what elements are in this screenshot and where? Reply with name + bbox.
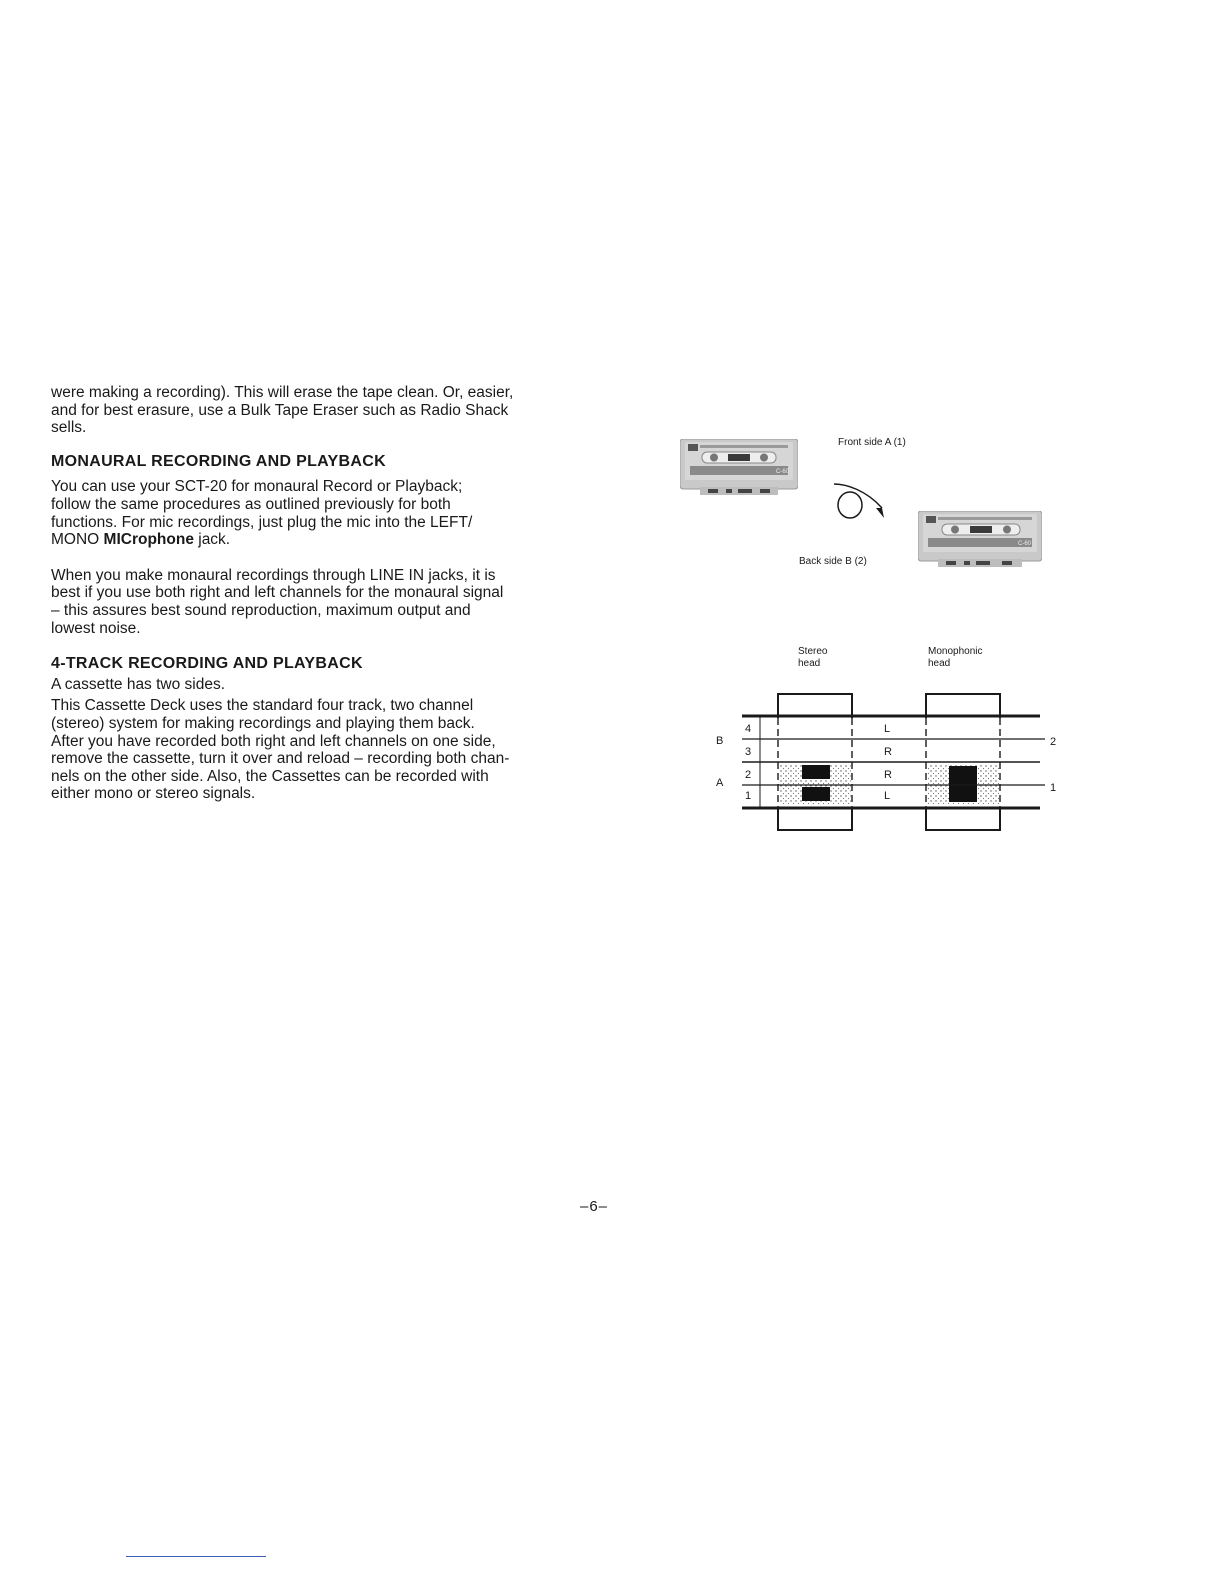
text-fragment: jack. bbox=[193, 531, 231, 549]
side-number-label: 2 bbox=[1050, 736, 1057, 748]
monaural-paragraph-2 bbox=[51, 567, 557, 637]
cassette-back-photo bbox=[918, 511, 1036, 569]
label-line: head bbox=[798, 658, 821, 669]
stereo-head-label bbox=[798, 646, 827, 670]
text-column bbox=[51, 384, 557, 803]
label-line: Stereo bbox=[798, 646, 828, 657]
cassette-label-text: C-60 bbox=[1018, 541, 1032, 547]
text-line: – this assures best sound reproduction, maximum output and bbox=[51, 601, 471, 619]
text-line: follow the same procedures as outlined previously for both bbox=[51, 495, 451, 513]
track-diagram bbox=[700, 680, 1060, 840]
section-heading-4track: 4-TRACK RECORDING AND PLAYBACK bbox=[51, 655, 363, 673]
text-line: This Cassette Deck uses the standard four track, two channel bbox=[51, 697, 474, 715]
fourtrack-paragraph-2 bbox=[51, 697, 557, 803]
intro-line: were making a recording). This will erase the tape clean. Or, easier, bbox=[51, 384, 514, 401]
text-fragment: MONO bbox=[51, 531, 104, 549]
text-line bbox=[51, 531, 557, 549]
cassette-front-photo bbox=[680, 439, 798, 497]
text-line: (stereo) system for making recordings and playing them back. bbox=[51, 714, 475, 732]
track-number: 4 bbox=[745, 723, 752, 735]
mono-head-label bbox=[928, 646, 982, 670]
side-number-label: 1 bbox=[1050, 782, 1057, 794]
text-line: After you have recorded both right and left channels on one side, bbox=[51, 732, 496, 750]
channel-label: R bbox=[884, 746, 892, 758]
side-a-label: A bbox=[716, 777, 724, 789]
track-number: 1 bbox=[745, 790, 752, 802]
text-line: functions. For mic recordings, just plug the mic into the LEFT/ bbox=[51, 513, 473, 531]
monaural-paragraph-1 bbox=[51, 478, 557, 548]
track-number: 2 bbox=[745, 769, 752, 781]
text-line: lowest noise. bbox=[51, 619, 141, 637]
text-line: best if you use both right and left channels for the monaural signal bbox=[51, 584, 504, 602]
mic-jack-label: MICrophone bbox=[103, 531, 194, 549]
fourtrack-paragraph-1: A cassette has two sides. bbox=[51, 675, 226, 693]
front-side-caption: Front side A (1) bbox=[838, 437, 906, 448]
section-heading-monaural: MONAURAL RECORDING AND PLAYBACK bbox=[51, 452, 386, 470]
intro-line: sells. bbox=[51, 419, 87, 437]
text-line: remove the cassette, turn it over and reload – recording both chan- bbox=[51, 750, 510, 768]
track-number: 3 bbox=[745, 746, 752, 758]
text-line: either mono or stereo signals. bbox=[51, 785, 256, 803]
intro-paragraph bbox=[51, 384, 557, 437]
cassette-label-text: C-60 bbox=[776, 469, 790, 475]
intro-line: and for best erasure, use a Bulk Tape Eraser such as Radio Shack bbox=[51, 401, 509, 419]
channel-label: R bbox=[884, 769, 892, 781]
back-side-caption: Back side B (2) bbox=[799, 556, 867, 567]
channel-label: L bbox=[884, 723, 891, 735]
side-b-label: B bbox=[716, 735, 724, 747]
cassette-front-image bbox=[680, 439, 798, 497]
text-line: nels on the other side. Also, the Cassettes can be recorded with bbox=[51, 767, 489, 785]
flip-arrow-icon bbox=[828, 478, 890, 524]
footer-rule bbox=[126, 1556, 266, 1557]
page-number: –6– bbox=[580, 1198, 609, 1215]
label-line: Monophonic bbox=[928, 646, 983, 657]
text-line: You can use your SCT-20 for monaural Record or Playback; bbox=[51, 478, 463, 496]
cassette-back-image bbox=[918, 511, 1042, 569]
label-line: head bbox=[928, 658, 951, 669]
channel-label: L bbox=[884, 790, 891, 802]
text-line: When you make monaural recordings through LINE IN jacks, it is bbox=[51, 566, 496, 584]
